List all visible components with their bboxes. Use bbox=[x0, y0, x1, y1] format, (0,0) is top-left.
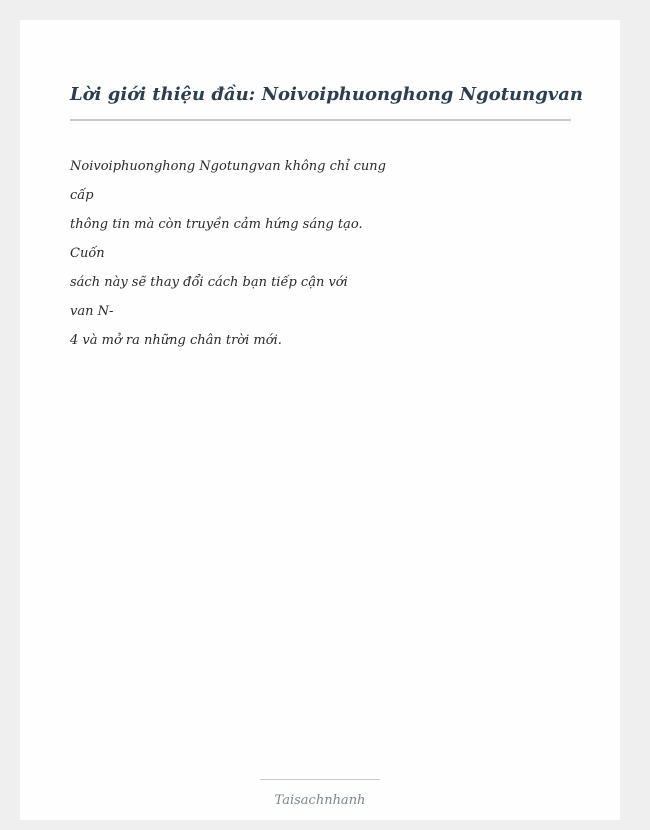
footer-publisher: Taisachnhanh bbox=[274, 793, 366, 808]
body-line: 4 và mở ra những chân trời mới. bbox=[70, 333, 282, 348]
body-paragraph bbox=[70, 152, 470, 355]
title-divider bbox=[70, 119, 571, 121]
body-line: van N- bbox=[70, 304, 114, 319]
body-line: Cuốn bbox=[70, 246, 105, 261]
body-line: sách này sẽ thay đổi cách bạn tiếp cận với bbox=[70, 275, 348, 290]
document-page bbox=[20, 20, 620, 820]
body-line: Noivoiphuonghong Ngotungvan không chỉ cung bbox=[70, 159, 386, 174]
document-title: Lời giới thiệu đầu: Noivoiphuonghong Ngotungvan bbox=[70, 84, 583, 105]
body-line: cấp bbox=[70, 188, 94, 203]
body-line: thông tin mà còn truyền cảm hứng sáng tạo. bbox=[70, 217, 363, 232]
footer-divider bbox=[260, 779, 380, 780]
